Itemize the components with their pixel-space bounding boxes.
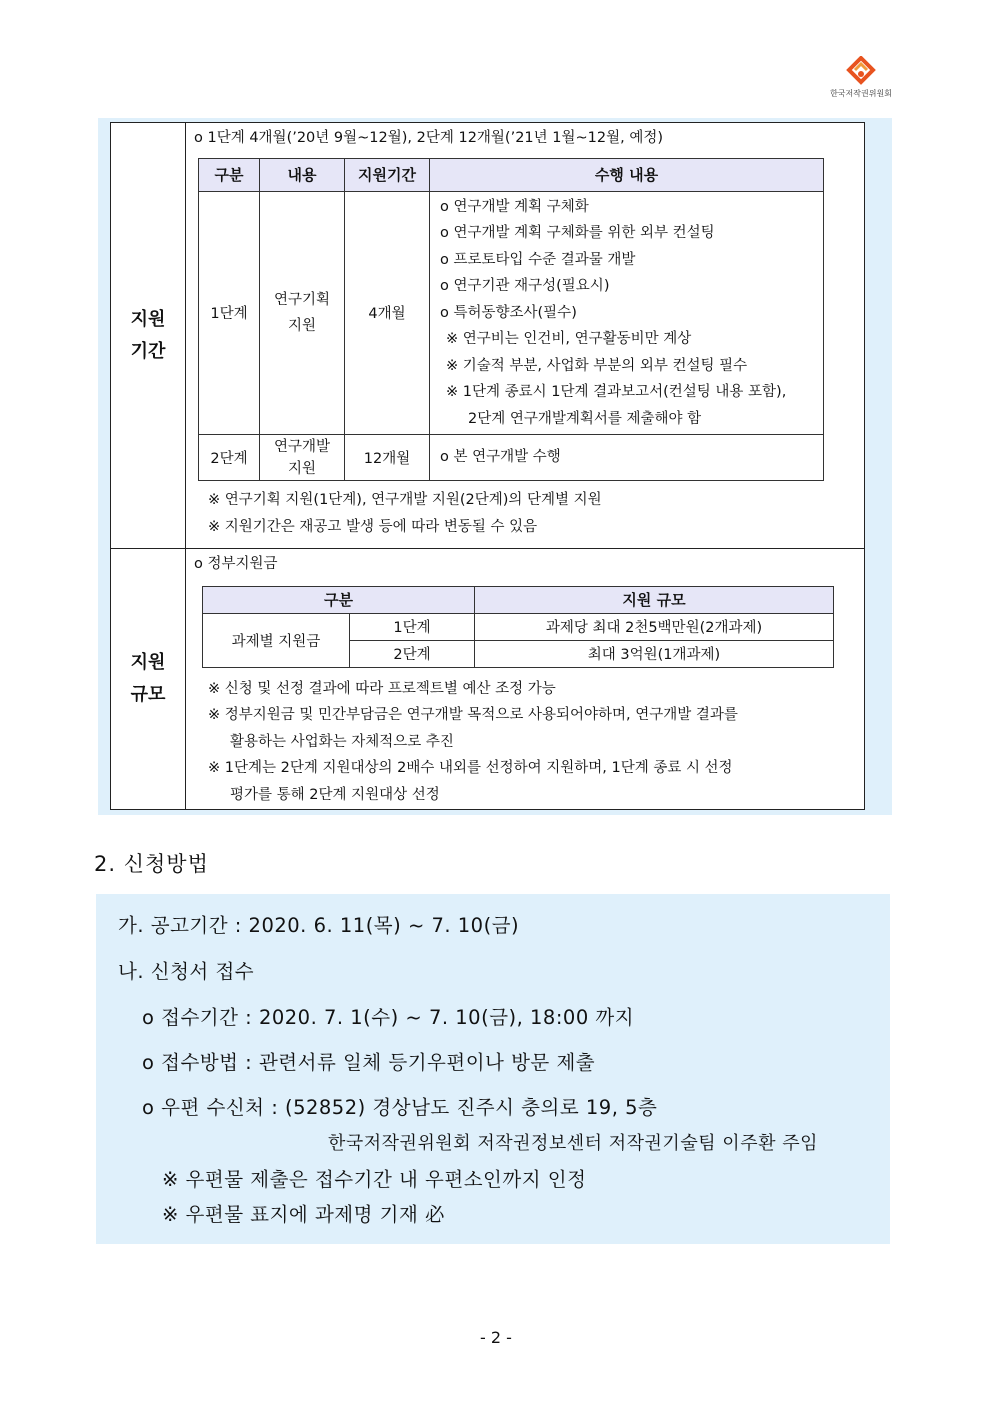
stage1-work-item: o 특허동향조사(필수)	[440, 304, 577, 321]
mail-note: ※ 우편물 제출은 접수기간 내 우편소인까지 인정	[162, 1168, 587, 1191]
mail-address: o 우편 수신처 : (52852) 경상남도 진주시 충의로 19, 5층	[142, 1096, 658, 1119]
scale-stage1-row	[203, 613, 834, 640]
page-number: - 2 -	[480, 1328, 512, 1347]
period-row	[111, 123, 865, 549]
scale-header-category: 구분	[203, 586, 475, 613]
stage2-row	[199, 435, 824, 481]
scale-stage1-amount: 과제당 최대 2천5백만원(2개과제)	[475, 613, 834, 640]
announcement-period: 가. 공고기간 : 2020. 6. 11(목) ~ 7. 10(금)	[118, 914, 520, 937]
stage1-note: ※ 1단계 종료시 1단계 결과보고서(컨설팅 내용 포함),	[446, 384, 787, 400]
stage2-content: 연구개발 지원	[260, 435, 345, 481]
stage1-note-continued: 2단계 연구개발계획서를 제출해야 함	[468, 410, 702, 427]
scale-group: 과제별 지원금	[203, 613, 350, 667]
logo-text: 한국저작권위원회	[830, 89, 892, 98]
header-content: 내용	[260, 158, 345, 191]
application-method-panel	[96, 894, 890, 1244]
scale-note: ※ 신청 및 선정 결과에 따라 프로젝트별 예산 조정 가능	[208, 680, 556, 697]
period-label: 지원 기간	[111, 123, 186, 549]
scale-header-amount: 지원 규모	[475, 586, 834, 613]
period-footnote: ※ 연구기획 지원(1단계), 연구개발 지원(2단계)의 단계별 지원	[208, 492, 602, 508]
receipt-method: o 접수방법 : 관련서류 일체 등기우편이나 방문 제출	[142, 1051, 596, 1074]
mail-note: ※ 우편물 표지에 과제명 기재 必	[162, 1203, 446, 1226]
scale-stage2-stage: 2단계	[350, 640, 475, 667]
scale-note: ※ 정부지원금 및 민간부담금은 연구개발 목적으로 사용되어야하며, 연구개발 결과를	[208, 707, 738, 723]
scale-note-continued: 활용하는 사업화는 자체적으로 추진	[230, 733, 454, 750]
stage1-duration: 4개월	[345, 191, 430, 435]
stage1-work-item: o 연구개발 계획 구체화를 위한 외부 컨설팅	[440, 225, 715, 241]
period-footnote: ※ 지원기간은 재공고 발생 등에 따라 변동될 수 있음	[208, 518, 538, 535]
stage1-stage: 1단계	[199, 191, 260, 435]
period-summary: o 1단계 4개월(’20년 9월~12월), 2단계 12개월(’21년 1월~12월, 예정)	[194, 130, 663, 146]
stage1-work-item: o 프로토타입 수준 결과물 개발	[440, 251, 636, 268]
stage1-note: ※ 기술적 부분, 사업화 부분의 외부 컨설팅 필수	[446, 357, 748, 374]
scale-content	[186, 549, 865, 810]
receipt-period: o 접수기간 : 2020. 7. 1(수) ~ 7. 10(금), 18:00 까지	[142, 1006, 635, 1029]
scale-stage2-amount: 최대 3억원(1개과제)	[475, 640, 834, 667]
scale-row	[111, 549, 865, 810]
scale-summary: o 정부지원금	[194, 556, 278, 572]
scale-table	[202, 586, 834, 668]
stage1-work	[430, 191, 824, 435]
application-receipt-heading: 나. 신청서 접수	[118, 960, 255, 983]
scale-table-header	[203, 586, 834, 613]
header-duration: 지원기간	[345, 158, 430, 191]
header-category: 구분	[199, 158, 260, 191]
stage1-note: ※ 연구비는 인건비, 연구활동비만 계상	[446, 331, 692, 347]
support-info-table	[110, 122, 865, 810]
period-table-header	[199, 158, 824, 191]
period-content	[186, 123, 865, 549]
scale-label: 지원 규모	[111, 549, 186, 810]
stage1-row	[199, 191, 824, 435]
scale-note-continued: 평가를 통해 2단계 지원대상 선정	[230, 786, 440, 803]
stage1-work-item: o 연구기관 재구성(필요시)	[440, 278, 610, 294]
period-footnotes	[186, 481, 864, 540]
scale-stage1-stage: 1단계	[350, 613, 475, 640]
scale-note: ※ 1단계는 2단계 지원대상의 2배수 내외를 선정하여 지원하며, 1단계 종료 시 선정	[208, 760, 733, 776]
stage1-content: 연구기획 지원	[260, 191, 345, 435]
scale-notes	[186, 668, 864, 809]
section-title: 2. 신청방법	[94, 852, 209, 876]
organization-logo	[824, 56, 898, 99]
period-stage-table	[198, 158, 824, 482]
logo-icon	[846, 56, 876, 86]
stage2-stage: 2단계	[199, 435, 260, 481]
stage2-duration: 12개월	[345, 435, 430, 481]
stage2-work: o 본 연구개발 수행	[430, 435, 824, 481]
mail-recipient: 한국저작권위원회 저작권정보센터 저작권기술팀 이주환 주임	[328, 1133, 818, 1154]
stage1-work-item: o 연구개발 계획 구체화	[440, 198, 589, 215]
header-work: 수행 내용	[430, 158, 824, 191]
